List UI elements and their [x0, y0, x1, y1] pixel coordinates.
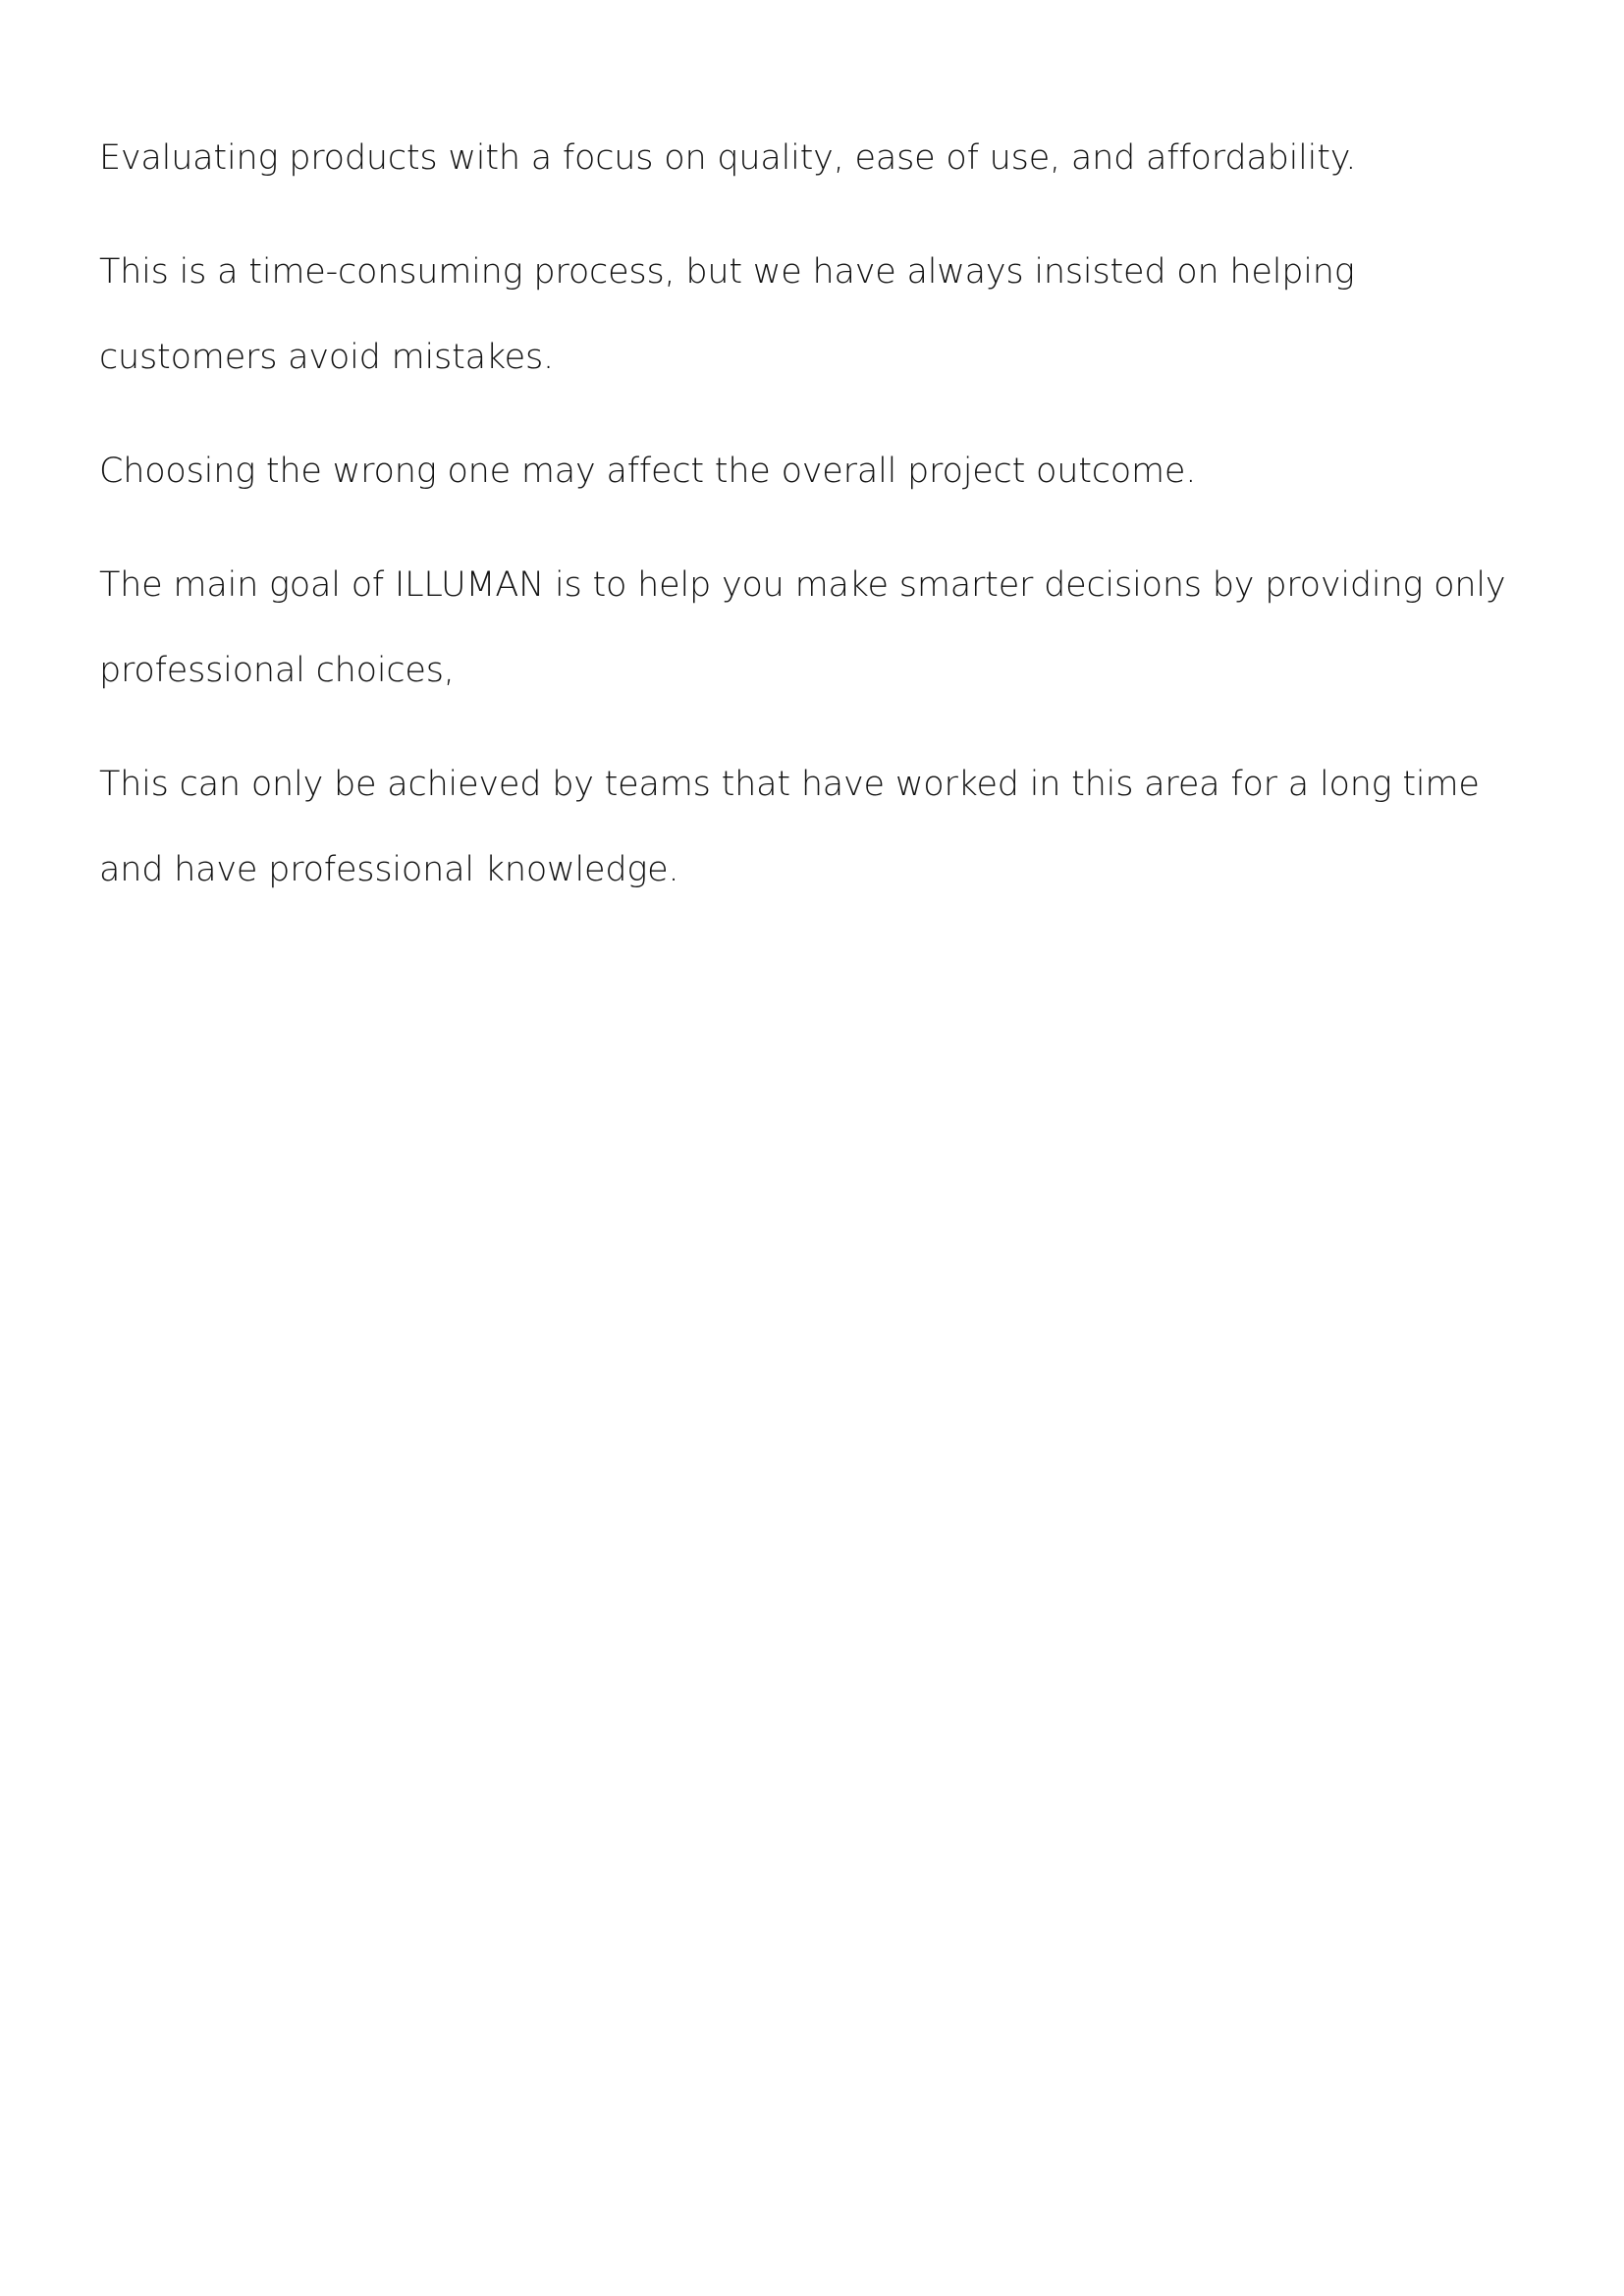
paragraph-2: This is a time-consuming process, but we have always insisted on helping customers avoid mistakes. — [99, 252, 1355, 377]
document-body — [99, 116, 1533, 941]
paragraph-3: Choosing the wrong one may affect the overall project outcome. — [99, 452, 1197, 491]
paragraph-4: The main goal of ILLUMAN is to help you make smarter decisions by providing only professional choices, — [99, 565, 1506, 690]
paragraph-1: Evaluating products with a focus on quality, ease of use, and affordability. — [99, 138, 1357, 178]
paragraph-5: This can only be achieved by teams that have worked in this area for a long time and have professional knowledge. — [99, 765, 1480, 889]
